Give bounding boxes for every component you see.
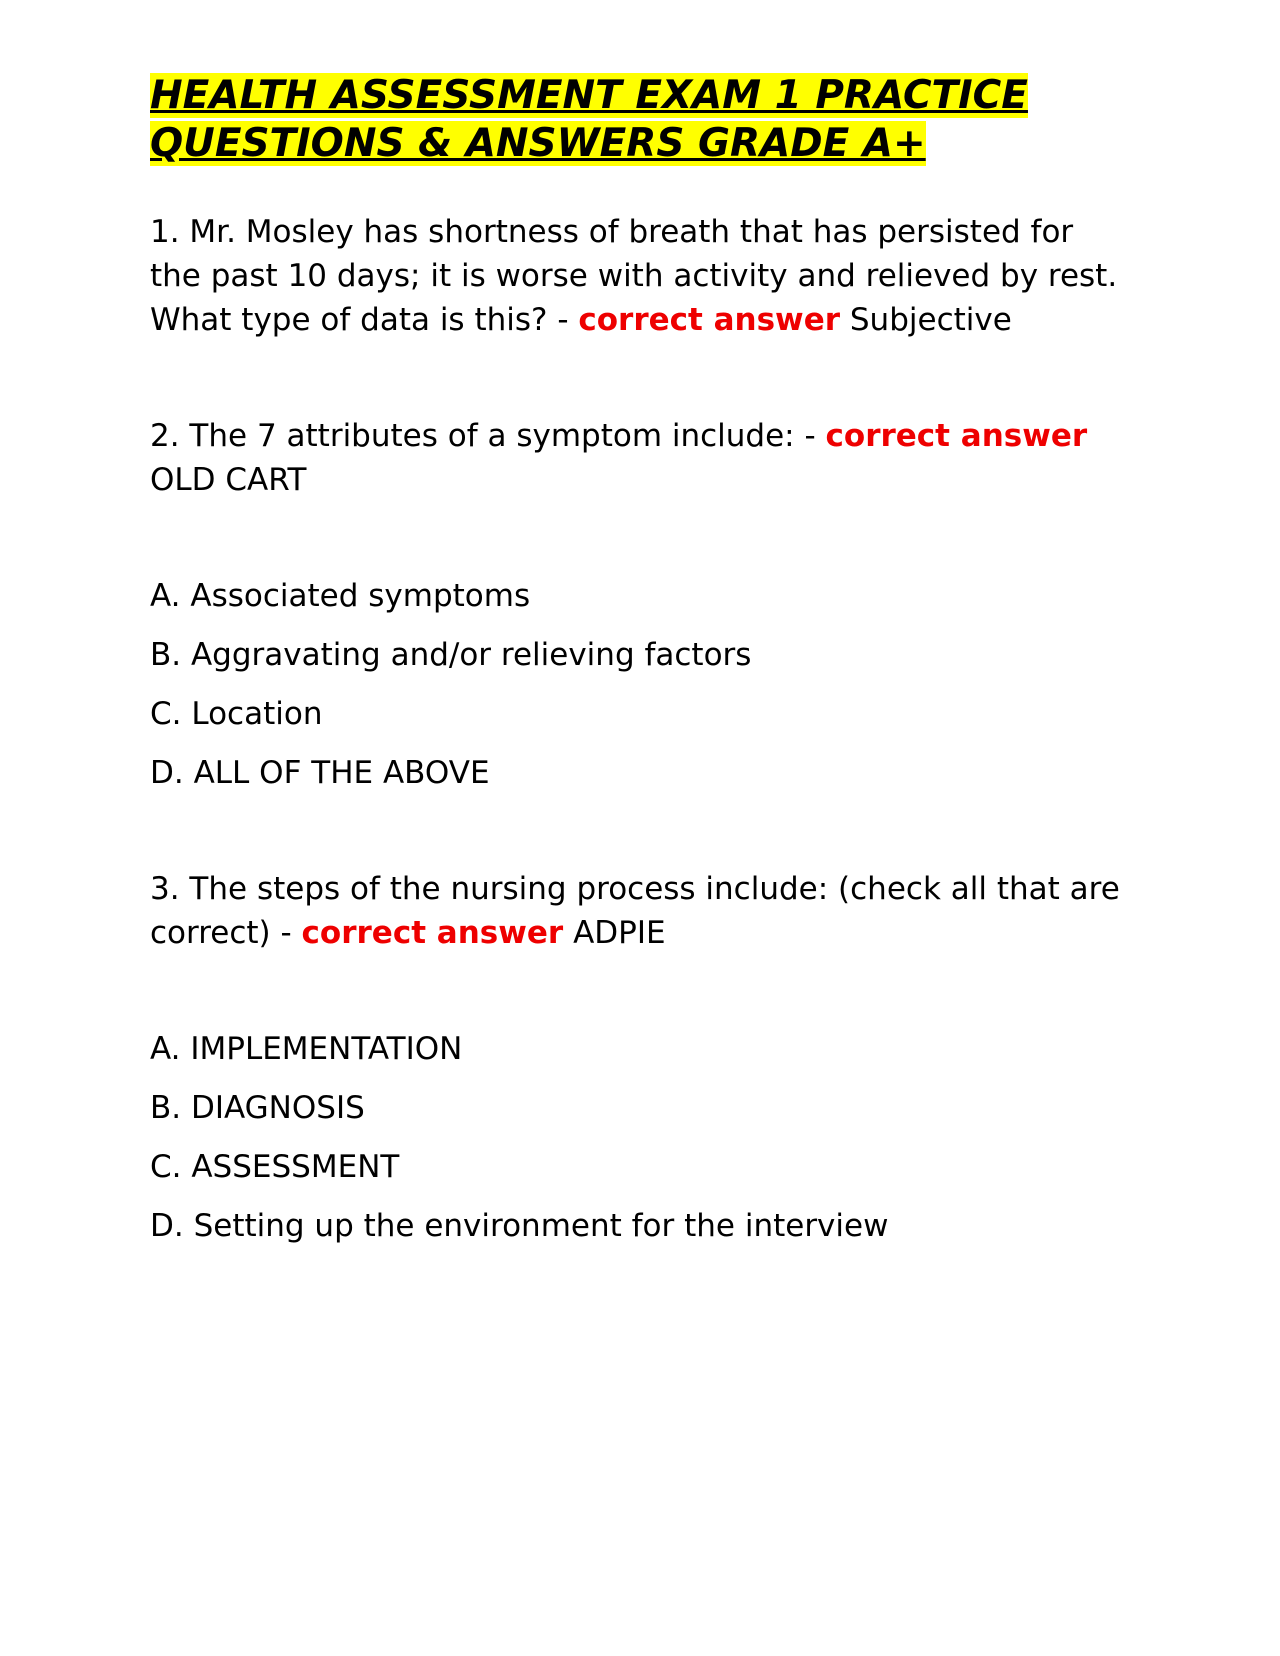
- question-1-answer: Subjective: [849, 302, 1012, 338]
- title-line-2: QUESTIONS & ANSWERS GRADE A+: [150, 121, 926, 166]
- document-title: [150, 72, 1130, 168]
- question-1: [150, 210, 1130, 342]
- question-3-answer: ADPIE: [573, 915, 666, 951]
- question-2: [150, 414, 1130, 502]
- question-3-text: 3. The steps of the nursing process include: (check all that are correct) -: [150, 871, 1120, 951]
- question-3-answer-label: correct answer: [301, 915, 564, 951]
- question-3-option-b: B. DIAGNOSIS: [150, 1090, 365, 1126]
- question-2-option-c: C. Location: [150, 696, 323, 732]
- question-2-option-a: A. Associated symptoms: [150, 578, 531, 614]
- question-2-option-d: D. ALL OF THE ABOVE: [150, 755, 490, 791]
- title-line-1: HEALTH ASSESSMENT EXAM 1 PRACTICE: [150, 73, 1028, 118]
- question-3-options: [150, 1027, 1130, 1248]
- question-2-options: [150, 574, 1130, 795]
- question-3-option-c: C. ASSESSMENT: [150, 1149, 400, 1185]
- question-3: [150, 867, 1130, 955]
- document-page: [150, 72, 1130, 1248]
- question-2-text: 2. The 7 attributes of a symptom include: -: [150, 418, 826, 454]
- question-2-option-b: B. Aggravating and/or relieving factors: [150, 637, 752, 673]
- question-1-text: 1. Mr. Mosley has shortness of breath that has persisted for the past 10 days; it is worse with activity and relieved by rest. What type of data is this? -: [150, 214, 1118, 338]
- question-3-option-d: D. Setting up the environment for the interview: [150, 1208, 889, 1244]
- question-1-answer-label: correct answer: [578, 302, 841, 338]
- question-2-answer: OLD CART: [150, 462, 307, 498]
- question-3-option-a: A. IMPLEMENTATION: [150, 1031, 463, 1067]
- question-2-answer-label: correct answer: [825, 418, 1088, 454]
